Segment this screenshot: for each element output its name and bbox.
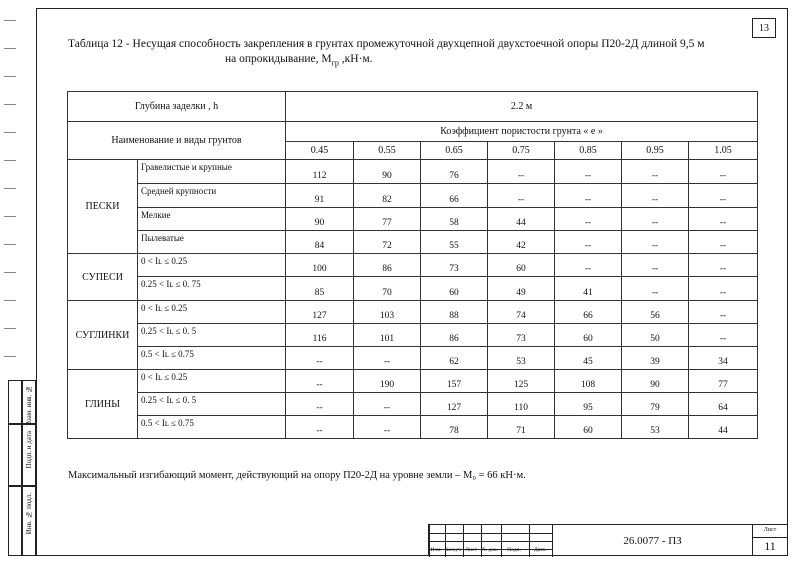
capacity-cell: -- (689, 231, 758, 254)
capacity-cell: 90 (354, 160, 421, 184)
capacity-cell: 125 (488, 370, 555, 393)
capacity-cell: 53 (488, 347, 555, 370)
capacity-cell: 127 (286, 301, 354, 324)
capacity-cell: 85 (286, 277, 354, 301)
capacity-cell: 74 (488, 301, 555, 324)
capacity-cell: -- (488, 184, 555, 208)
capacity-cell: 110 (488, 393, 555, 416)
capacity-cell: 53 (622, 416, 689, 439)
capacity-cell: -- (286, 347, 354, 370)
capacity-cell: -- (689, 277, 758, 301)
rev-col-sign: Подп. (507, 547, 521, 553)
capacity-cell: -- (555, 254, 622, 277)
table-row (68, 324, 758, 347)
soil-group-name: СУПЕСИ (68, 254, 138, 301)
capacity-cell: 157 (421, 370, 488, 393)
table-title: Таблица 12 - Несущая способность закрепления в грунтах промежуточной двухцепной двухстоечной опоры П20-2Д длиной 9,5 м (68, 38, 705, 50)
capacity-cell: 60 (555, 324, 622, 347)
porosity-value: 0.55 (354, 142, 421, 160)
title-subscript: гр (331, 58, 339, 68)
capacity-cell: 79 (622, 393, 689, 416)
soil-type-label: Пылеватые (138, 231, 286, 254)
capacity-cell: 72 (354, 231, 421, 254)
capacity-cell: -- (488, 160, 555, 184)
porosity-value: 0.95 (622, 142, 689, 160)
capacity-cell: 71 (488, 416, 555, 439)
soil-type-label: 0.25 < Iʟ ≤ 0. 5 (138, 393, 286, 416)
capacity-cell: 60 (488, 254, 555, 277)
table-row (68, 254, 758, 277)
table-row (68, 347, 758, 370)
side-stamp (8, 380, 36, 556)
capacity-cell: -- (689, 254, 758, 277)
soil-type-label: Мелкие (138, 208, 286, 231)
table-title-line2 (225, 53, 373, 67)
capacity-cell: 78 (421, 416, 488, 439)
sheet-label: Лист (763, 527, 777, 533)
depth-value: 2.2 м (286, 92, 758, 122)
rev-col-doc: № док. (481, 547, 499, 553)
porosity-header: Коэффициент пористости грунта « е » (286, 122, 758, 142)
capacity-cell: -- (555, 208, 622, 231)
capacity-cell: -- (622, 254, 689, 277)
capacity-cell: -- (622, 231, 689, 254)
table-row (68, 277, 758, 301)
capacity-cell: 70 (354, 277, 421, 301)
page-number-top: 13 (752, 18, 776, 38)
table-row (68, 370, 758, 393)
capacity-cell: 44 (488, 208, 555, 231)
soil-type-label: 0.25 < Iʟ ≤ 0. 75 (138, 277, 286, 301)
capacity-cell: -- (555, 160, 622, 184)
capacity-cell: 95 (555, 393, 622, 416)
soil-type-label: 0.5 < Iʟ ≤ 0.75 (138, 416, 286, 439)
capacity-cell: 90 (286, 208, 354, 231)
soil-type-label: Гравелистые и крупные (138, 160, 286, 184)
capacity-cell: 64 (689, 393, 758, 416)
capacity-cell: 60 (555, 416, 622, 439)
document-code: 26.0077 - ПЗ (552, 524, 752, 556)
capacity-cell: -- (555, 184, 622, 208)
soil-type-label: 0 < Iʟ ≤ 0.25 (138, 254, 286, 277)
porosity-value: 0.45 (286, 142, 354, 160)
capacity-cell: -- (622, 184, 689, 208)
max-moment-note: Максимальный изгибающий момент, действующий на опору П20-2Д на уровне земли – М₀ = 66 кН·м. (68, 470, 526, 481)
stamp-label-sign: Подп. и дата (25, 431, 33, 469)
capacity-cell: -- (622, 208, 689, 231)
sheet-cell (752, 524, 788, 556)
margin-marks (2, 0, 20, 380)
capacity-cell: 60 (421, 277, 488, 301)
rev-col-kol: Кол.уч (445, 547, 461, 553)
capacity-cell: -- (689, 160, 758, 184)
title-suffix: ,кН·м. (338, 53, 373, 65)
capacity-cell: 84 (286, 231, 354, 254)
capacity-cell: -- (286, 370, 354, 393)
capacity-cell: 45 (555, 347, 622, 370)
capacity-cell: 56 (622, 301, 689, 324)
capacity-cell: 55 (421, 231, 488, 254)
capacity-cell: -- (622, 277, 689, 301)
capacity-cell: 77 (689, 370, 758, 393)
capacity-cell: 34 (689, 347, 758, 370)
table-row (68, 208, 758, 231)
porosity-value: 1.05 (689, 142, 758, 160)
capacity-cell: 39 (622, 347, 689, 370)
soil-type-label: 0.25 < Iʟ ≤ 0. 5 (138, 324, 286, 347)
capacity-cell: 73 (488, 324, 555, 347)
porosity-value: 0.65 (421, 142, 488, 160)
capacity-cell: 112 (286, 160, 354, 184)
capacity-cell: -- (354, 416, 421, 439)
table-row (68, 160, 758, 184)
capacity-cell: -- (689, 324, 758, 347)
soil-group-name: ПЕСКИ (68, 160, 138, 254)
depth-label: Глубина заделки , h (68, 92, 286, 122)
rev-col-list: Лист (465, 547, 477, 553)
table-row (68, 301, 758, 324)
capacity-cell: -- (286, 393, 354, 416)
capacity-cell: 91 (286, 184, 354, 208)
table-row (68, 393, 758, 416)
bearing-capacity-table (67, 91, 758, 439)
capacity-cell: 90 (622, 370, 689, 393)
capacity-cell: -- (622, 160, 689, 184)
rev-col-date: Дата (534, 547, 545, 553)
soil-type-label: Средней крупности (138, 184, 286, 208)
capacity-cell: 127 (421, 393, 488, 416)
stamp-label-replace: Взам. инв. № (25, 385, 33, 426)
capacity-cell: 58 (421, 208, 488, 231)
capacity-cell: -- (689, 301, 758, 324)
capacity-cell: 88 (421, 301, 488, 324)
table-row (68, 231, 758, 254)
porosity-value: 0.85 (555, 142, 622, 160)
soil-type-label: 0 < Iʟ ≤ 0.25 (138, 370, 286, 393)
capacity-cell: -- (689, 184, 758, 208)
soil-type-label: 0 < Iʟ ≤ 0.25 (138, 301, 286, 324)
soil-header: Наименование и виды грунтов (68, 122, 286, 160)
capacity-cell: -- (689, 208, 758, 231)
capacity-cell: 49 (488, 277, 555, 301)
stamp-label-inv: Инв. № подл. (25, 493, 33, 535)
porosity-value: 0.75 (488, 142, 555, 160)
capacity-cell: 101 (354, 324, 421, 347)
capacity-cell: 108 (555, 370, 622, 393)
capacity-cell: 50 (622, 324, 689, 347)
capacity-cell: -- (555, 231, 622, 254)
soil-group-name: СУГЛИНКИ (68, 301, 138, 370)
capacity-cell: -- (354, 393, 421, 416)
capacity-cell: 190 (354, 370, 421, 393)
capacity-cell: 76 (421, 160, 488, 184)
capacity-cell: 86 (354, 254, 421, 277)
sheet-number: 11 (764, 539, 776, 553)
soil-type-label: 0.5 < Iʟ ≤ 0.75 (138, 347, 286, 370)
capacity-cell: 82 (354, 184, 421, 208)
capacity-cell: 66 (555, 301, 622, 324)
capacity-cell: 77 (354, 208, 421, 231)
capacity-cell: 62 (421, 347, 488, 370)
rev-col-izm: Изм. (430, 547, 442, 553)
capacity-cell: 116 (286, 324, 354, 347)
table-row (68, 184, 758, 208)
capacity-cell: 66 (421, 184, 488, 208)
table-row (68, 416, 758, 439)
capacity-cell: 41 (555, 277, 622, 301)
capacity-cell: 86 (421, 324, 488, 347)
capacity-cell: 103 (354, 301, 421, 324)
capacity-cell: -- (286, 416, 354, 439)
capacity-cell: 73 (421, 254, 488, 277)
capacity-cell: -- (354, 347, 421, 370)
capacity-cell: 44 (689, 416, 758, 439)
capacity-cell: 100 (286, 254, 354, 277)
capacity-cell: 42 (488, 231, 555, 254)
title-prefix: на опрокидывание, М (225, 53, 332, 65)
soil-group-name: ГЛИНЫ (68, 370, 138, 439)
title-block (428, 524, 788, 556)
